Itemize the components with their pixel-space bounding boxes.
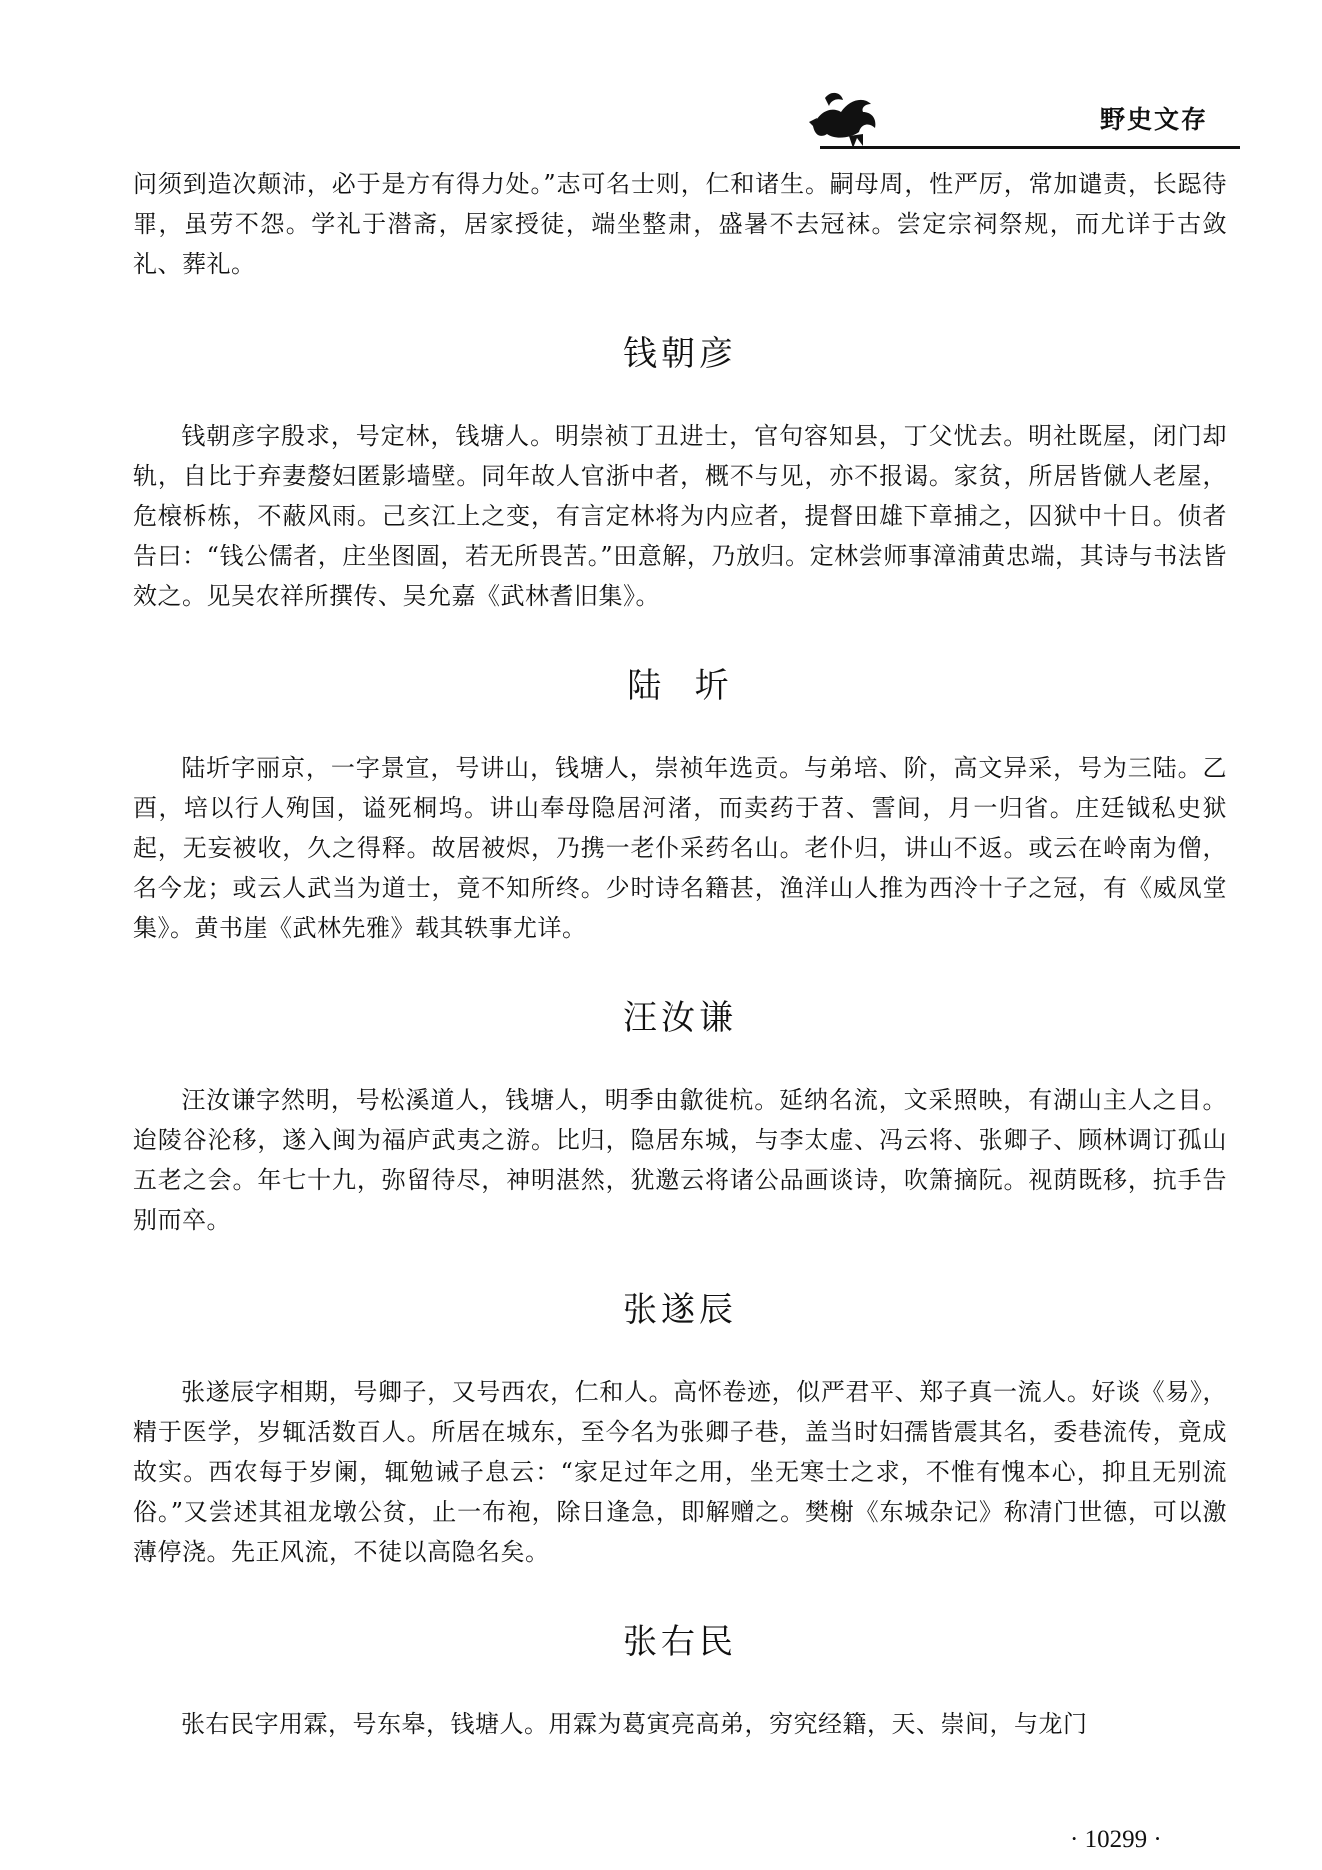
section-text: 张遂辰字相期，号卿子，又号西农，仁和人。高怀卷迹，似严君平、郑子真一流人。好谈《易》，精于医学，岁辄活数百人。所居在城东，至今名为张卿子巷，盖当时妇孺皆震其名，委巷流传，竟成故实。西农每于岁阑，辄勉诫子息云：“家足过年之用，坐无寒士之求，不惟有愧本心，抑且无别流俗。”又尝述其祖龙墩公贫，止一布袍，除日逢急，即解赠之。樊榭《东城杂记》称清门世德，可以激薄停浇。先正风流，不徒以高隐名矣。 xyxy=(133,1378,1227,1566)
section-heading: 张遂辰 xyxy=(623,1290,737,1330)
section-text: 钱朝彦字殷求，号定林，钱塘人。明崇祯丁丑进士，官句容知县，丁父忧去。明社既屋，闭门却轨，自比于弃妻嫠妇匿影墙壁。同年故人官浙中者，概不与见，亦不报谒。家贫，所居皆僦人老屋，危榱柝栋，不蔽风雨。己亥江上之变，有言定林将为内应者，提督田雄下章捕之，囚狱中十日。侦者告曰：“钱公儒者，庄坐图圄，若无所畏苦。”田意解，乃放归。定林尝师事漳浦黄忠端，其诗与书法皆效之。见吴农祥所撰传、吴允嘉《武林耆旧集》。 xyxy=(133,422,1227,610)
section-text: 张右民字用霖，号东皋，钱塘人。用霖为葛寅亮高弟，穷究经籍，天、崇间，与龙门 xyxy=(181,1710,1088,1738)
section-heading: 陆 圻 xyxy=(627,666,733,706)
section-paragraph xyxy=(133,1704,1227,1744)
continued-paragraph: 问须到造次颠沛，必于是方有得力处。”志可名士则，仁和诸生。嗣母周，性严厉，常加谴责，长跽待罪，虽劳不怨。学礼于潜斋，居家授徒，端坐整肃，盛暑不去冠袜。尝定宗祠祭规，而尤详于古敛礼、葬礼。 xyxy=(133,170,1227,278)
section-paragraph xyxy=(133,1080,1227,1240)
page-body xyxy=(133,164,1227,1744)
section-paragraph xyxy=(133,416,1227,616)
section-heading: 钱朝彦 xyxy=(623,334,737,374)
section-text: 陆圻字丽京，一字景宣，号讲山，钱塘人，崇祯年选贡。与弟培、阶，高文异采，号为三陆。乙酉，培以行人殉国，谥死桐坞。讲山奉母隐居河渚，而卖药于苕、霅间，月一归省。庄廷钺私史狱起，无妄被收，久之得释。故居被烬，乃携一老仆采药名山。老仆归，讲山不返。或云在岭南为僧，名今龙；或云人武当为道士，竟不知所终。少时诗名籍甚，渔洋山人推为西泠十子之冠，有《威凤堂集》。黄书崖《武林先雅》载其轶事尤详。 xyxy=(133,754,1227,942)
dragon-emblem-icon xyxy=(805,82,883,152)
header-rule xyxy=(820,146,1240,149)
running-header-title: 野史文存 xyxy=(1100,105,1209,134)
section-paragraph xyxy=(133,748,1227,948)
section-text: 汪汝谦字然明，号松溪道人，钱塘人，明季由歙徙杭。延纳名流，文采照映，有湖山主人之目。迨陵谷沦移，遂入闽为福庐武夷之游。比归，隐居东城，与李太虚、冯云将、张卿子、顾林调订孤山五老之会。年七十九，弥留待尽，神明湛然，犹邀云将诸公品画谈诗，吹箫摘阮。视荫既移，抗手告别而卒。 xyxy=(133,1086,1227,1234)
page-number: · 10299 · xyxy=(1070,1826,1162,1853)
section-heading: 张右民 xyxy=(623,1622,737,1662)
section-paragraph xyxy=(133,1372,1227,1572)
section-heading: 汪汝谦 xyxy=(623,998,737,1038)
page-header xyxy=(0,0,1322,160)
